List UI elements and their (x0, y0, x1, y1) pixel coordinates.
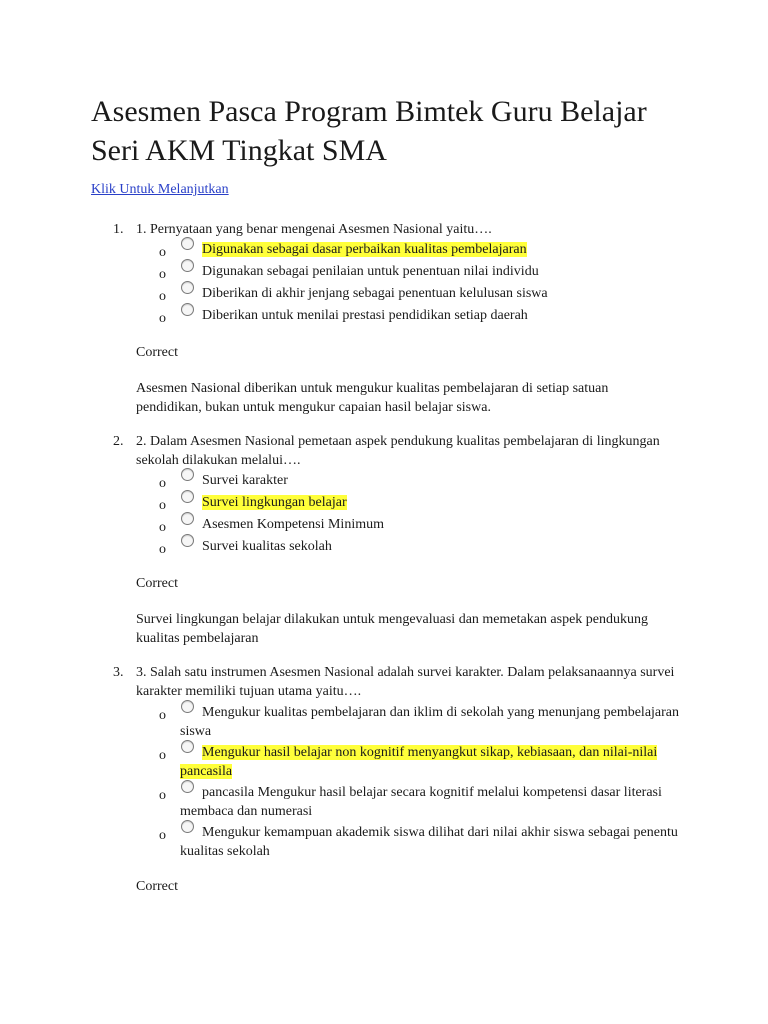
answer-explanation: Survei lingkungan belajar dilakukan untuk mengevaluasi dan memetakan aspek pendukung kualitas pembelajaran (136, 612, 649, 646)
question-text: 2. Dalam Asesmen Nasional pemetaan aspek pendukung kualitas pembelajaran di lingkungan sekolah dilakukan melalui…. (136, 434, 660, 468)
bullet-icon: o (159, 289, 166, 304)
answer-status: Correct (136, 345, 178, 360)
option-text: pancasila Mengukur hasil belajar secara kognitif melalui kompetensi dasar literasi membaca dan numerasi (180, 785, 662, 819)
bullet-icon: o (159, 788, 166, 803)
option-text: Digunakan sebagai penilaian untuk penentuan nilai individu (202, 264, 539, 279)
option-text: Survei lingkungan belajar (202, 495, 347, 510)
bullet-icon: o (159, 708, 166, 723)
bullet-icon: o (159, 542, 166, 557)
question-number: 1. (113, 222, 124, 237)
option-text: Diberikan untuk menilai prestasi pendidikan setiap daerah (202, 308, 528, 323)
question-number: 2. (113, 434, 124, 449)
bullet-icon: o (159, 476, 166, 491)
option-text: Asesmen Kompetensi Minimum (202, 517, 384, 532)
option-text: Diberikan di akhir jenjang sebagai penentuan kelulusan siswa (202, 286, 548, 301)
continue-link[interactable]: Klik Untuk Melanjutkan (91, 182, 229, 197)
answer-status: Correct (136, 576, 178, 591)
option-text: Mengukur kualitas pembelajaran dan iklim di sekolah yang menunjang pembelajaran siswa (180, 705, 680, 739)
answer-status: Correct (136, 879, 178, 894)
question-text: 3. Salah satu instrumen Asesmen Nasional adalah survei karakter. Dalam pelaksanaannya survei karakter memiliki tujuan utama yaitu…. (136, 665, 675, 699)
bullet-icon: o (159, 828, 166, 843)
option-text: Survei kualitas sekolah (202, 539, 332, 554)
option-text: Survei karakter (202, 473, 288, 488)
option-text: Mengukur kemampuan akademik siswa dilihat dari nilai akhir siswa sebagai penentu kualitas sekolah (180, 825, 678, 859)
option-text: Digunakan sebagai dasar perbaikan kualitas pembelajaran (202, 242, 527, 257)
question-number: 3. (113, 665, 124, 680)
bullet-icon: o (159, 520, 166, 535)
bullet-icon: o (159, 267, 166, 282)
bullet-icon: o (159, 498, 166, 513)
answer-explanation: Asesmen Nasional diberikan untuk mengukur kualitas pembelajaran di setiap satuan pendidikan, bukan untuk mengukur capaian hasil belajar siswa. (136, 381, 609, 415)
page-title: Asesmen Pasca Program Bimtek Guru Belajar Seri AKM Tingkat SMA (91, 95, 647, 167)
question-text: 1. Pernyataan yang benar mengenai Asesmen Nasional yaitu…. (136, 222, 492, 237)
option-text: Mengukur hasil belajar non kognitif menyangkut sikap, kebiasaan, dan nilai-nilai pancasila (180, 745, 658, 779)
bullet-icon: o (159, 311, 166, 326)
bullet-icon: o (159, 748, 166, 763)
bullet-icon: o (159, 245, 166, 260)
